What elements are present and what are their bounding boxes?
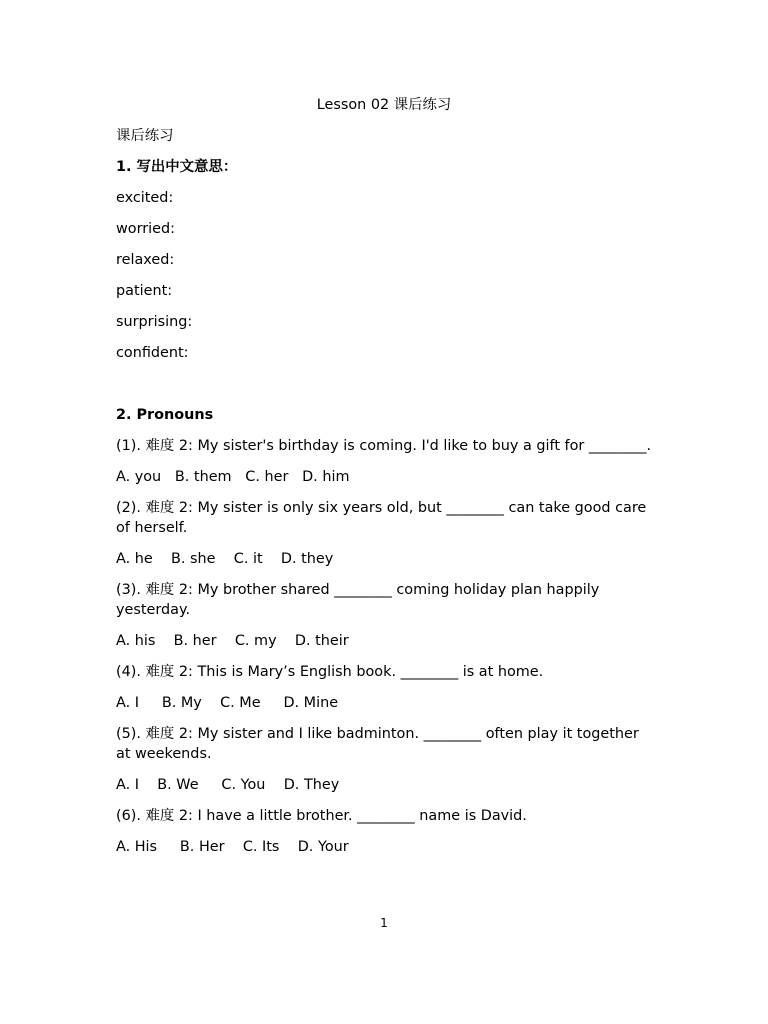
question-options: A. I B. My C. Me D. Mine (116, 695, 339, 711)
question-text: (1). 难度 2: My sister's birthday is coming. I'd like to buy a gift for ________. (116, 438, 652, 454)
document-title: Lesson 02 课后练习 (316, 97, 452, 113)
question-text: (3). 难度 2: My brother shared ________ coming holiday plan happily yesterday. (116, 582, 600, 618)
question-options: A. you B. them C. her D. him (116, 469, 350, 485)
vocab-word: relaxed: (116, 252, 175, 268)
vocab-word: patient: (116, 283, 173, 299)
question-options: A. His B. Her C. Its D. Your (116, 839, 349, 855)
section-heading: 课后练习 (116, 128, 174, 144)
vocab-word: surprising: (116, 314, 193, 330)
question-options: A. I B. We C. You D. They (116, 777, 340, 793)
part2-heading: 2. Pronouns (116, 407, 214, 423)
part1-heading: 1. 写出中文意思： (116, 159, 238, 175)
vocab-word: worried: (116, 221, 175, 237)
question-options: A. his B. her C. my D. their (116, 633, 349, 649)
question-text: (2). 难度 2: My sister is only six years old, but ________ can take good care of herself. (116, 500, 647, 536)
question-text: (4). 难度 2: This is Mary’s English book. ________ is at home. (116, 664, 544, 680)
vocab-word: confident: (116, 345, 189, 361)
question-text: (5). 难度 2: My sister and I like badminton. ________ often play it together at weekends. (116, 726, 639, 762)
page-number: 1 (380, 916, 388, 930)
document-page (116, 95, 652, 857)
question-text: (6). 难度 2: I have a little brother. ________ name is David. (116, 808, 527, 824)
question-options: A. he B. she C. it D. they (116, 551, 334, 567)
vocab-word: excited: (116, 190, 174, 206)
